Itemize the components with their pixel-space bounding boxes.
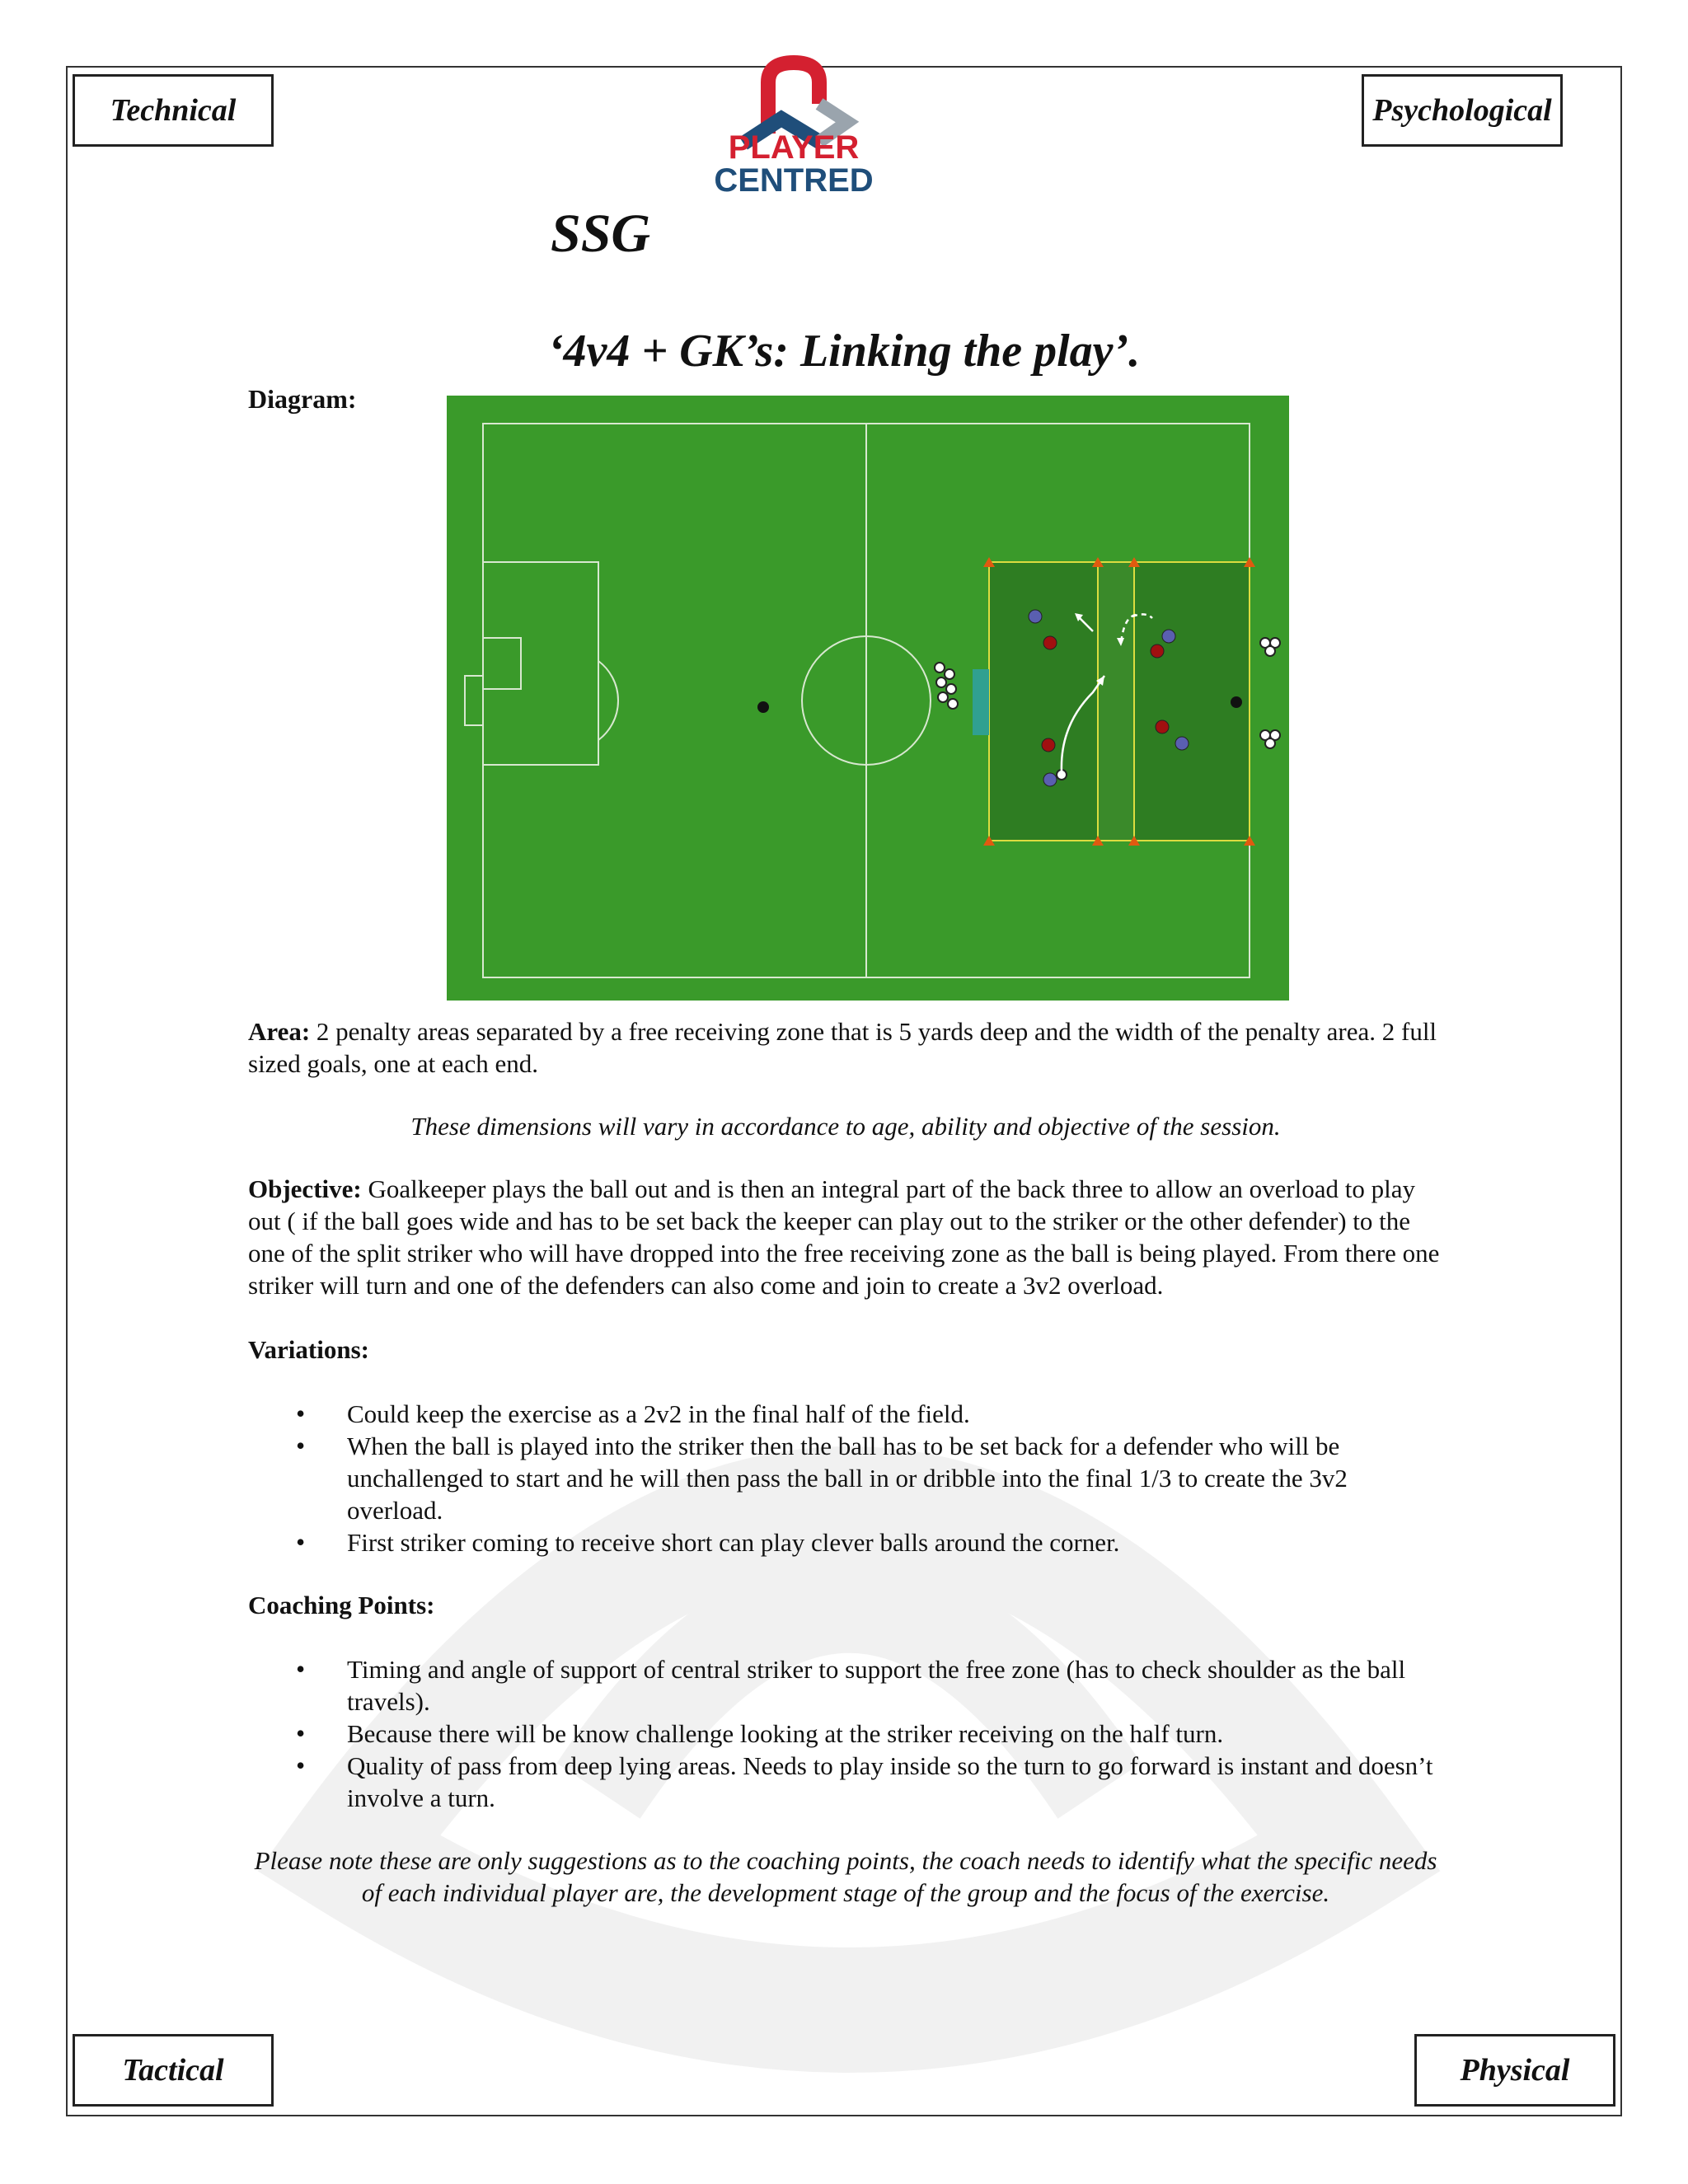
logo-word-centred: CENTRED — [714, 162, 874, 198]
bullet-icon: • — [296, 1399, 306, 1428]
technical-label: Technical — [110, 93, 237, 128]
variation-text: Could keep the exercise as a 2v2 in the final half of the field. — [347, 1399, 970, 1428]
variations-heading: Variations: — [248, 1335, 369, 1364]
coaching-disclaimer: Please note these are only suggestions as to the coaching points, the coach needs to identify what the specific needs of each individual player are, the development stage of the group and the focus of the exercise. — [254, 1846, 1437, 1907]
bullet-icon: • — [296, 1654, 306, 1684]
logo-word-player: PLAYER — [728, 129, 860, 166]
list-item — [296, 1653, 1443, 1718]
coaching-point-text: Quality of pass from deep lying areas. Needs to play inside so the turn to go forward is instant and doesn’t involve a turn. — [347, 1751, 1433, 1812]
dimensions-note: These dimensions will vary in accordance to age, ability and objective of the session. — [410, 1112, 1281, 1141]
player-centred-logo — [706, 51, 882, 198]
diagram-label: Diagram: — [248, 384, 357, 414]
coaching-points-list — [248, 1653, 1443, 1814]
session-content — [248, 1015, 1443, 1909]
bullet-icon: • — [296, 1527, 306, 1557]
psychological-box — [1362, 74, 1563, 147]
variations-list — [248, 1398, 1443, 1558]
coaching-point-text: Because there will be know challenge looking at the striker receiving on the half turn. — [347, 1719, 1224, 1748]
physical-label: Physical — [1460, 2053, 1570, 2088]
tactical-box — [73, 2034, 274, 2107]
bullet-icon: • — [296, 1718, 306, 1748]
variation-text: First striker coming to receive short can play clever balls around the corner. — [347, 1528, 1120, 1557]
psychological-label: Psychological — [1372, 93, 1552, 128]
page-title: ‘4v4 + GK’s: Linking the play’. — [547, 326, 1141, 377]
list-item — [296, 1398, 1443, 1430]
objective-paragraph — [248, 1173, 1443, 1301]
list-item — [296, 1526, 1443, 1558]
area-text: 2 penalty areas separated by a free receiving zone that is 5 yards deep and the width of the penalty area. 2 full sized goals, one at each end. — [248, 1017, 1437, 1078]
objective-label: Objective: — [248, 1174, 362, 1203]
free-receiving-zone — [1098, 562, 1134, 841]
list-item — [296, 1430, 1443, 1526]
physical-box — [1414, 2034, 1615, 2107]
objective-text: Goalkeeper plays the ball out and is then an integral part of the back three to allow an overload to play out ( if the ball goes wide and has to be set back the keeper can play out to the striker or the other defender) to the one of the split striker who will have dropped into the free receiving zone as the ball is being played. From there one striker will turn and one of the defenders can also come and join to create a 3v2 overload. — [248, 1174, 1440, 1300]
area-label: Area: — [248, 1017, 311, 1046]
coaching-points-heading: Coaching Points: — [248, 1591, 435, 1619]
tactical-label: Tactical — [122, 2053, 224, 2088]
session-type-heading: SSG — [551, 204, 651, 264]
coaching-point-text: Timing and angle of support of central striker to support the free zone (has to check shoulder as the ball travels). — [347, 1655, 1406, 1716]
bullet-icon: • — [296, 1431, 306, 1460]
variation-text: When the ball is played into the striker then the ball has to be set back for a defender who will be unchallenged to start and he will then pass the ball in or dribble into the final 1/3 to create the 3v2 overload. — [347, 1432, 1348, 1525]
pitch-diagram — [447, 396, 1289, 1001]
list-item — [296, 1750, 1443, 1814]
list-item — [296, 1718, 1443, 1750]
area-paragraph — [248, 1015, 1443, 1080]
bullet-icon: • — [296, 1750, 306, 1780]
goal-left — [973, 669, 989, 735]
technical-box — [73, 74, 274, 147]
